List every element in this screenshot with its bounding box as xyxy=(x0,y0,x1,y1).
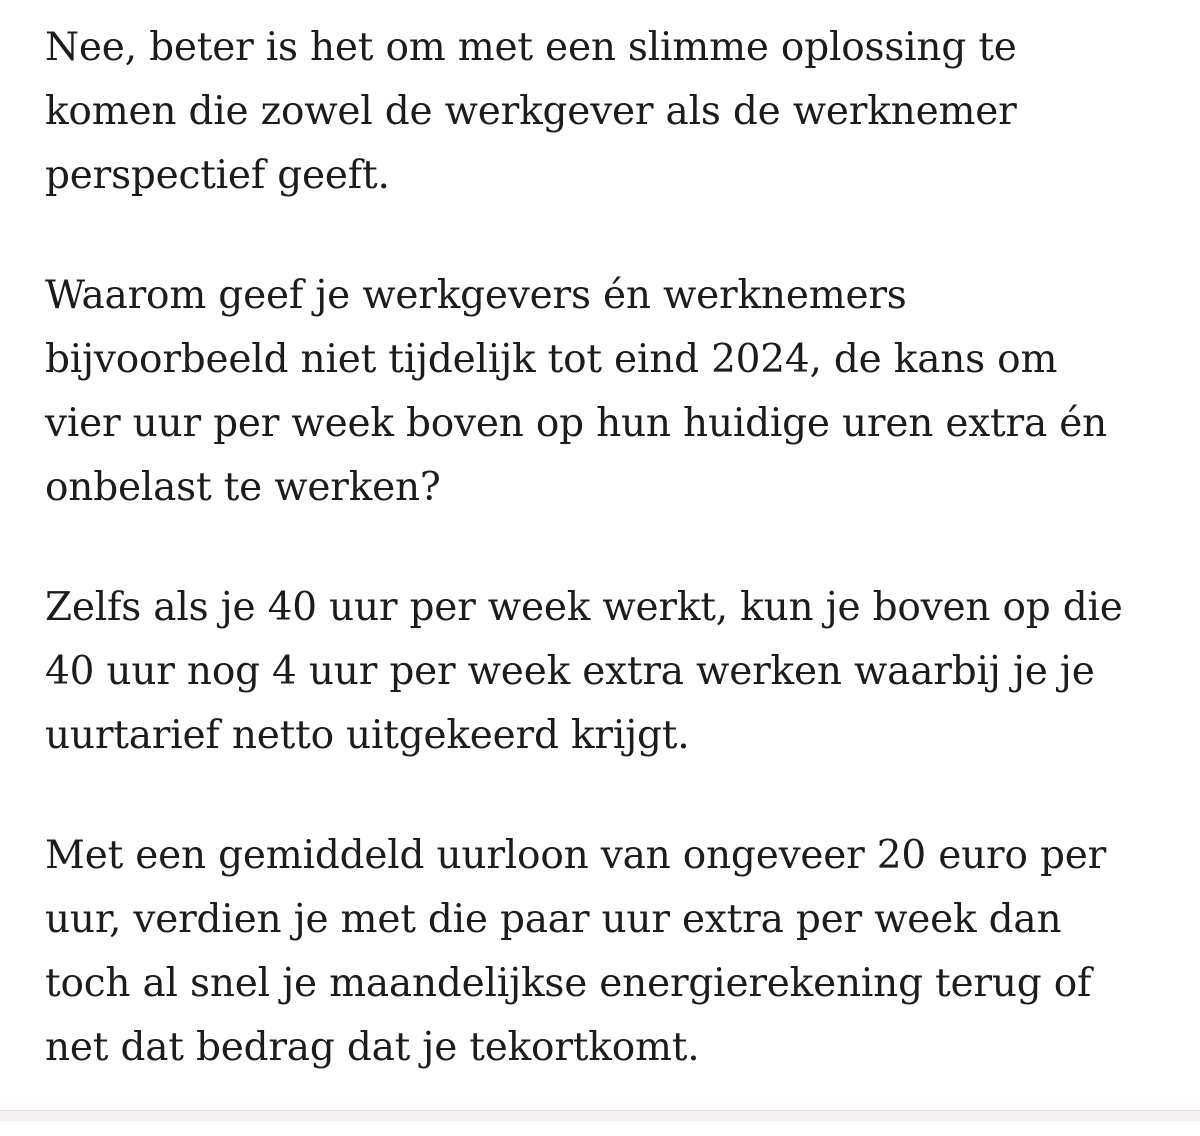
text-line: net dat bedrag dat je tekortkomt. xyxy=(45,1025,700,1070)
text-line: perspectief geeft. xyxy=(45,153,390,198)
text-line: Zelfs als je 40 uur per week werkt, kun je boven op die xyxy=(45,585,1123,630)
text-line: Waarom geef je werkgevers én werknemers xyxy=(45,273,907,318)
text-line: onbelast te werken? xyxy=(45,465,441,510)
paragraph-3 xyxy=(45,576,1175,768)
text-line: komen die zowel de werkgever als de werknemer xyxy=(45,89,1017,134)
article-body xyxy=(45,16,1175,1136)
text-line: uur, verdien je met die paar uur extra per week dan xyxy=(45,897,1062,942)
bottom-divider xyxy=(0,1110,1200,1121)
paragraph-4 xyxy=(45,824,1175,1080)
text-line: Met een gemiddeld uurloon van ongeveer 20 euro per xyxy=(45,833,1107,878)
text-line: toch al snel je maandelijkse energierekening terug of xyxy=(45,961,1092,1006)
paragraph-1 xyxy=(45,16,1175,208)
text-line: bijvoorbeeld niet tijdelijk tot eind 2024, de kans om xyxy=(45,337,1058,382)
text-line: uurtarief netto uitgekeerd krijgt. xyxy=(45,713,690,758)
paragraph-2 xyxy=(45,264,1175,520)
text-line: vier uur per week boven op hun huidige uren extra én xyxy=(45,401,1108,446)
text-line: 40 uur nog 4 uur per week extra werken waarbij je je xyxy=(45,649,1095,694)
text-line: Nee, beter is het om met een slimme oplossing te xyxy=(45,25,1017,70)
